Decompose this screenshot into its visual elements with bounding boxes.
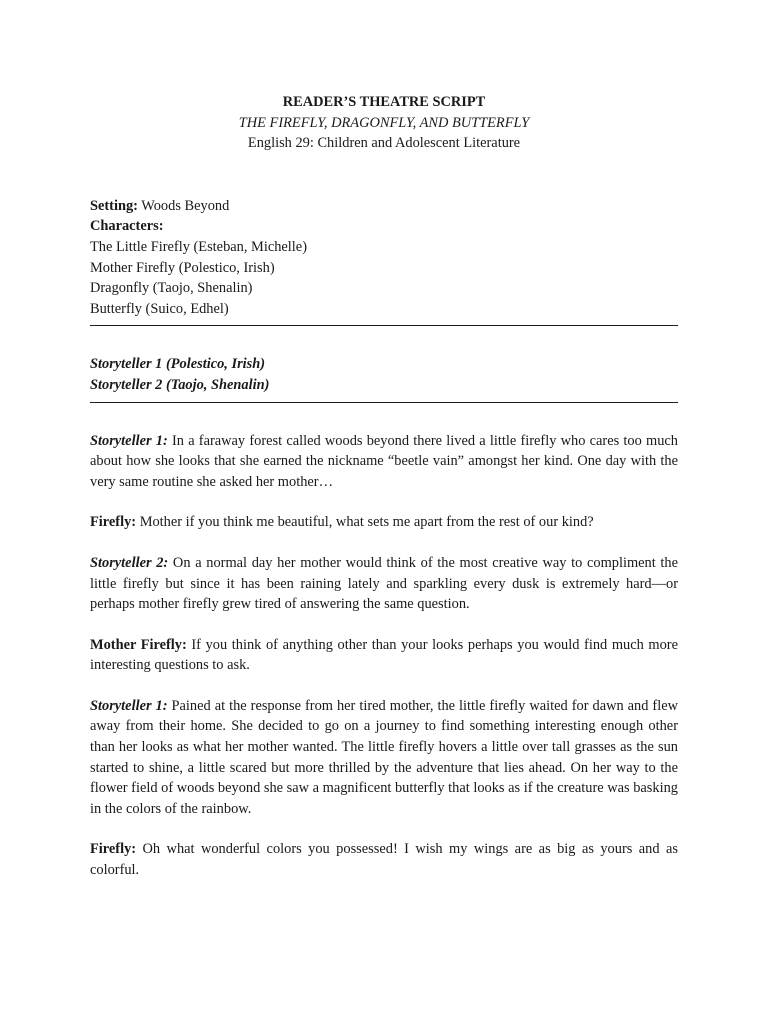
dialogue-paragraph (90, 635, 678, 676)
dialogue-paragraph (90, 431, 678, 493)
speaker-label: Firefly: (90, 841, 137, 858)
speaker-label: Storyteller 1: (90, 697, 168, 714)
speaker-label: Mother Firefly: (90, 636, 187, 653)
dialogue-text: Pained at the response from her tired mother, the little firefly waited for dawn and flew away from their home. She decided to go on a journey to find something interesting enough other than her looks as what her mother wanted. The little firefly hovers a little over tall grasses as the sun started to shine, a little scared but more thrilled by the adventure that lies ahead. On her way to the flower field of woods beyond she saw a magnificent butterfly that looks as if the creature was basking in the colors of the rainbow. (90, 697, 679, 817)
script-header (90, 92, 678, 154)
dialogue-paragraph (90, 696, 678, 820)
setting-value: Woods Beyond (137, 197, 230, 214)
dialogue-paragraph (90, 512, 678, 533)
dialogue-paragraph (90, 839, 678, 880)
speaker-label: Storyteller 2: (90, 554, 169, 571)
setting-line (90, 196, 678, 217)
speaker-label: Storyteller 1: (90, 432, 168, 449)
storyteller-item: Storyteller 2 (Taojo, Shenalin) (90, 376, 270, 393)
characters-label: Characters: (90, 218, 164, 235)
character-item: The Little Firefly (Esteban, Michelle) (90, 238, 307, 255)
script-title: READER’S THEATRE SCRIPT (282, 94, 486, 110)
dialogue-paragraph (90, 553, 678, 615)
dialogue-text: In a faraway forest called woods beyond there lived a little firefly who cares too much about how she looks that she earned the nickname “beetle vain” amongst her kind. One day with the very same routine she asked her mother… (90, 432, 678, 490)
setting-label: Setting: (90, 197, 138, 214)
character-item: Dragonfly (Taojo, Shenalin) (90, 280, 253, 297)
dialogue-text: If you think of anything other than your looks perhaps you would find much more interesting questions to ask. (90, 636, 678, 674)
dialogue-text: On a normal day her mother would think of the most creative way to compliment the little firefly but since it has been raining lately and sparkling every dusk is extremely hard—or perhaps mother firefly grew tired of answering the same question. (90, 554, 678, 613)
dialogue-text: Mother if you think me beautiful, what sets me apart from the rest of our kind? (136, 514, 594, 531)
character-list (90, 237, 678, 319)
storyteller-item: Storyteller 1 (Polestico, Irish) (90, 356, 266, 373)
document-page (90, 92, 678, 881)
character-item: Mother Firefly (Polestico, Irish) (90, 259, 275, 276)
dialogue-text: Oh what wonderful colors you possessed! I wish my wings are as big as yours and as colorful. (90, 841, 678, 879)
script-subtitle: THE FIREFLY, DRAGONFLY, AND BUTTERFLY (238, 114, 530, 131)
storyteller-list (90, 354, 678, 395)
speaker-label: Firefly: (90, 514, 137, 531)
course-name: English 29: Children and Adolescent Literature (247, 135, 521, 152)
character-item: Butterfly (Suico, Edhel) (90, 300, 229, 317)
